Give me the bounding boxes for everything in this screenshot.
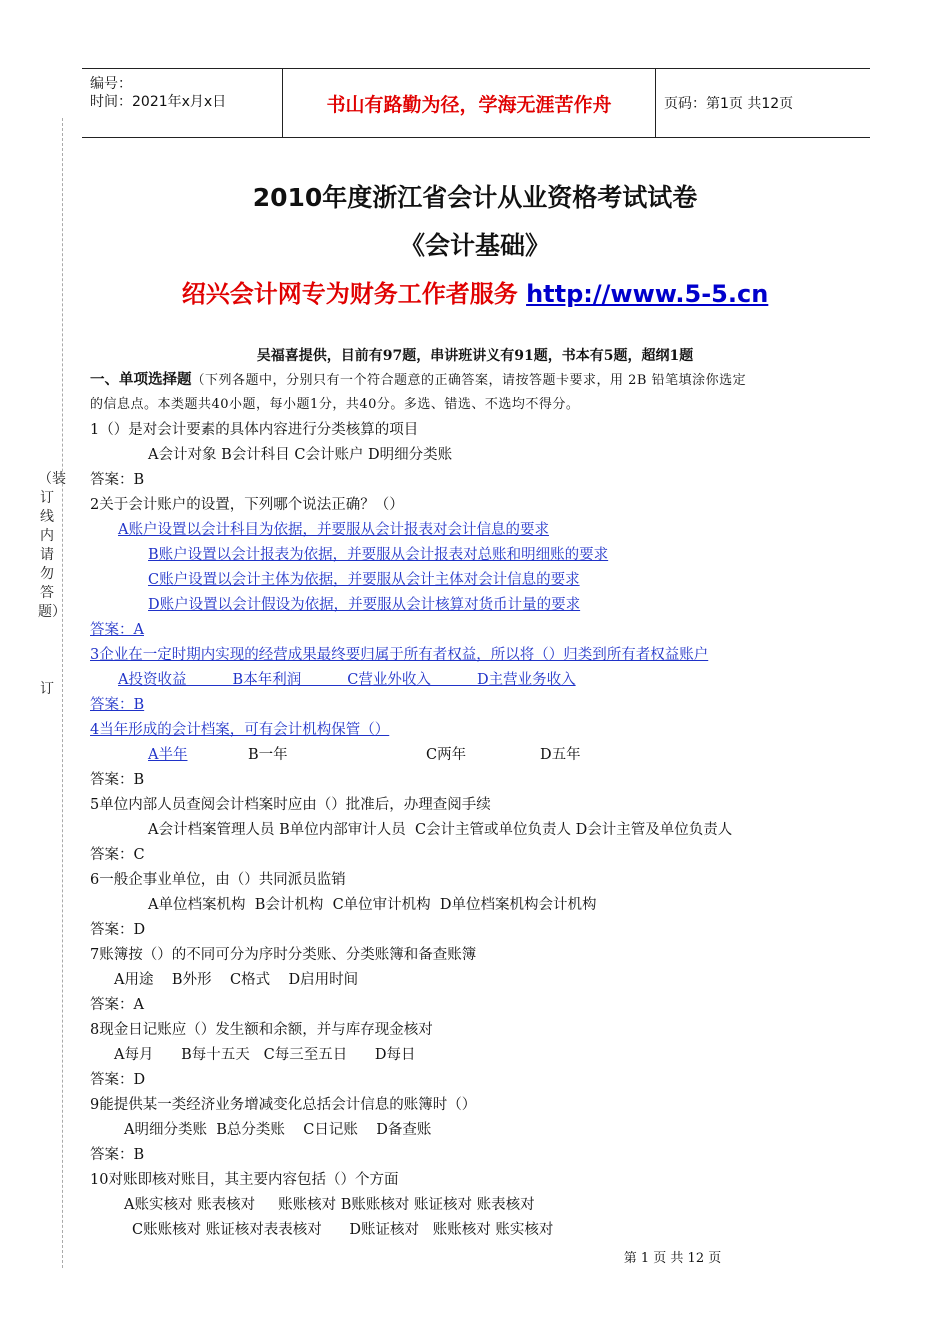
question-10: 10对账即核对账目，其主要内容包括（）个方面	[90, 1172, 399, 1188]
exam-title: 2010年度浙江省会计从业资格考试试卷	[252, 183, 698, 212]
question-8: 8现金日记账应（）发生额和余额，并与库存现金核对	[90, 1022, 433, 1038]
question-5-answer: 答案：C	[90, 847, 145, 863]
question-3[interactable]: 3企业在一定时期内实现的经营成果最终要归属于所有者权益，所以将（）归类到所有者权益账户	[90, 647, 709, 663]
question-10-options-line-1: A账实核对 账表核对 账账核对 B账账核对 账证核对 账表核对	[124, 1197, 535, 1213]
question-5: 5单位内部人员查阅会计档案时应由（）批准后，办理查阅手续	[90, 797, 491, 813]
lead-line: 吴福喜提供，目前有97题，串讲班讲义有91题，书本有5题，超纲1题	[256, 348, 694, 364]
question-4-option-b: B一年	[248, 747, 288, 763]
question-3-answer[interactable]: 答案：B	[90, 697, 145, 713]
section-heading-line	[90, 368, 746, 393]
question-9: 9能提供某一类经济业务增减变化总括会计信息的账簿时（）	[90, 1097, 477, 1113]
question-6: 6一般企事业单位，由（）共同派员监销	[90, 872, 346, 888]
promo-link[interactable]: http://www.5-5.cn	[526, 280, 769, 308]
header-motto-cell	[282, 69, 656, 137]
question-2-option-d[interactable]: D账户设置以会计假设为依据，并要服从会计核算对货币计量的要求	[148, 597, 581, 613]
question-2-option-b[interactable]: B账户设置以会计报表为依据，并要服从会计报表对总账和明细账的要求	[148, 547, 609, 563]
page-header	[82, 68, 870, 138]
question-7-options: A用途 B外形 C格式 D启用时间	[114, 972, 359, 988]
question-4-option-a[interactable]: A半年	[148, 747, 188, 763]
question-2-option-a[interactable]: A账户设置以会计科目为依据，并要服从会计报表对会计信息的要求	[118, 522, 549, 538]
question-4[interactable]: 4当年形成的会计档案，可有会计机构保管（）	[90, 722, 390, 738]
header-page-info: 页码：第1页 共12页	[664, 96, 794, 112]
header-motto: 书山有路勤为径，学海无涯苦作舟	[326, 93, 612, 116]
question-4-option-d: D五年	[540, 747, 581, 763]
section-instruction-1: （下列各题中，分别只有一个符合题意的正确答案，请按答题卡要求，用 2B 铅笔填涂你选定	[191, 373, 747, 388]
question-3-options[interactable]: A投资收益 B本年利润 C营业外收入 D主营业务收入	[118, 672, 576, 688]
question-10-options-line-2: C账账核对 账证核对表表核对 D账证核对 账账核对 账实核对	[132, 1222, 554, 1238]
page-footer	[0, 1247, 950, 1266]
question-7: 7账簿按（）的不同可分为序时分类账、分类账簿和备查账簿	[90, 947, 477, 963]
question-9-answer: 答案：B	[90, 1147, 145, 1163]
doc-id-label: 编号：	[90, 76, 132, 92]
binding-ding: 订	[40, 681, 54, 697]
question-2-answer[interactable]: 答案：A	[90, 622, 144, 638]
promo-text: 绍兴会计网专为财务工作者服务	[181, 280, 518, 308]
question-8-answer: 答案：D	[90, 1072, 146, 1088]
question-6-options: A单位档案机构 B会计机构 C单位审计机构 D单位档案机构会计机构	[148, 897, 597, 913]
question-2-option-c[interactable]: C账户设置以会计主体为依据，并要服从会计主体对会计信息的要求	[148, 572, 580, 588]
question-1-options: A会计对象 B会计科目 C会计账户 D明细分类账	[148, 447, 453, 463]
question-5-options: A会计档案管理人员 B单位内部审计人员 C会计主管或单位负责人 D会计主管及单位负责人	[148, 822, 733, 838]
question-4-option-c: C两年	[426, 747, 467, 763]
header-page-cell	[654, 69, 870, 137]
question-4-answer: 答案：B	[90, 772, 145, 788]
question-9-options: A明细分类账 B总分类账 C日记账 D备查账	[124, 1122, 432, 1138]
question-7-answer: 答案：A	[90, 997, 144, 1013]
question-8-options: A每月 B每十五天 C每三至五日 D每日	[114, 1047, 416, 1063]
promo-line	[0, 274, 950, 309]
question-6-answer: 答案：D	[90, 922, 146, 938]
question-1-answer: 答案：B	[90, 472, 145, 488]
section-instruction-2: 的信息点。本类题共40小题，每小题1分，共40分。多选、错选、不选均不得分。	[90, 397, 580, 412]
section-heading: 一、单项选择题	[90, 371, 192, 388]
binding-note: （装订线内请勿答题）	[38, 471, 66, 620]
header-left-cell	[82, 69, 282, 137]
exam-subject: 《会计基础》	[399, 231, 550, 260]
footer-page-number: 第 1 页 共 12 页	[623, 1251, 722, 1266]
doc-time-label: 时间：2021年x月x日	[90, 94, 227, 110]
question-1: 1（）是对会计要素的具体内容进行分类核算的项目	[90, 422, 419, 438]
question-2: 2关于会计账户的设置，下列哪个说法正确？（）	[90, 497, 404, 513]
